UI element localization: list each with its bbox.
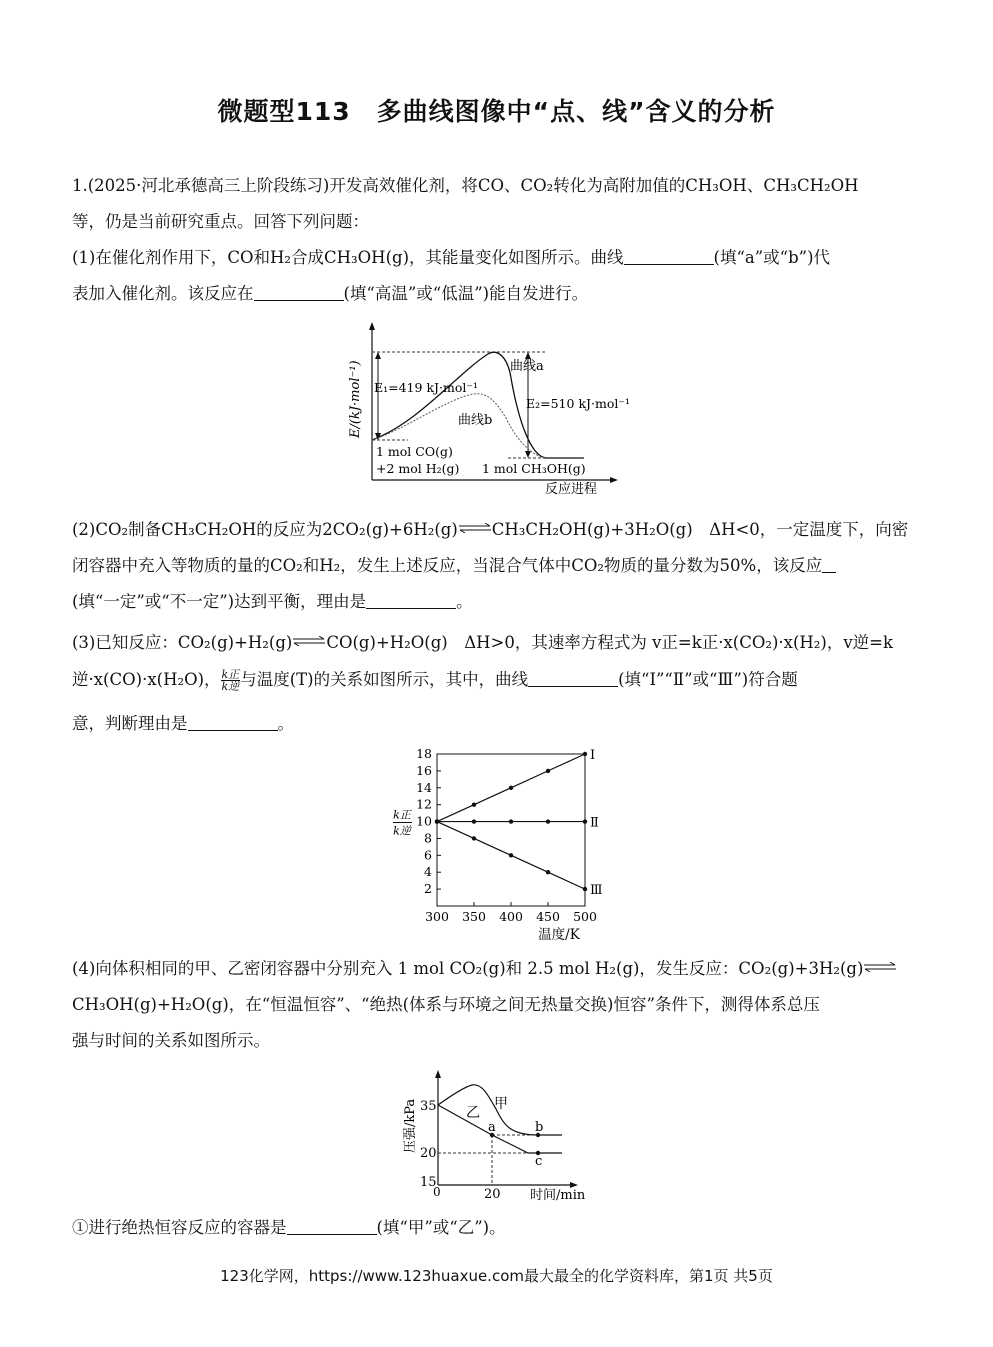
y-tick-label: 6 [424,847,432,863]
q1-part4-line1 [72,958,922,980]
text: 逆·x(CO)·x(H₂O)， [72,670,221,689]
data-point [472,819,476,823]
text: CO(g)+H₂O(g) ΔH>0，其速率方程式为 v正=k正·x(CO₂)·x(H₂)，v逆=k [326,633,894,652]
frac-numerator: k正 [221,668,240,681]
q1-part2-line3 [72,591,922,613]
text: (填“甲”或“乙”)。 [376,1218,506,1237]
frac-denominator: k逆 [221,680,240,693]
y-tick-label: 14 [416,779,432,795]
equilibrium-arrow-icon [863,962,897,972]
text: (填“Ⅰ”“Ⅱ”或“Ⅲ”)符合题 [618,670,798,689]
q1-line1: 1.(2025·河北承德高三上阶段练习)开发高效催化剂，将CO、CO₂转化为高附加值的CH₃OH、CH₃CH₂OH [72,176,859,195]
x-axis-label: 反应进程 [545,482,598,497]
q1-part2-line2 [72,555,922,577]
data-point [509,853,513,857]
reactant-label-1: 1 mol CO(g) [376,444,453,459]
curve-jia-label: 甲 [494,1096,508,1112]
q1-part4-sub1 [72,1217,922,1239]
y-tick-label: 2 [424,881,432,897]
answer-blank[interactable] [624,248,714,265]
text: 。 [277,714,294,733]
page-title: 微题型113 多曲线图像中“点、线”含义的分析 [217,97,776,126]
y-axis-label-denominator: k逆 [393,824,411,838]
text: 与温度(T)的关系如图所示，其中，曲线 [240,670,529,689]
text: 。 [456,592,473,611]
x-tick-label: 300 [425,909,449,924]
curve-b-label: 曲线b [458,413,493,428]
series-label-2: Ⅱ [590,815,599,831]
y-tick-label: 10 [416,813,432,829]
data-point [472,802,476,806]
text: (填“a”或“b”)代 [713,248,831,267]
data-point [583,887,587,891]
text: (2)CO₂制备CH₃CH₂OH的反应为2CO₂(g)+6H₂(g) [72,520,458,539]
q1-part4-line2: CH₃OH(g)+H₂O(g)，在“恒温恒容”、“绝热(体系与环境之间无热量交换)恒容”条件下，测得体系总压 [72,995,820,1014]
y-axis-label-numerator: k正 [393,808,411,822]
data-point [546,870,550,874]
answer-blank[interactable] [254,284,344,301]
x-tick-label: 350 [462,909,486,924]
page-footer: 123化学网，https://www.123huaxue.com最大最全的化学资料库，第1页 共5页 [220,1267,773,1285]
data-point [509,819,513,823]
x-tick-20: 20 [484,1187,501,1202]
q1-part1-line1 [72,247,922,269]
q1-part3-line1 [72,632,922,654]
y-tick-15: 15 [420,1175,437,1190]
equilibrium-arrow-icon [458,523,492,533]
text: 意，判断理由是 [72,714,188,733]
data-point [583,819,587,823]
answer-blank[interactable] [188,714,278,731]
e1-label: E₁=419 kJ·mol⁻¹ [374,380,478,395]
y-axis-label: 压强/kPa [403,1098,418,1153]
text: (3)已知反应：CO₂(g)+H₂(g) [72,633,293,652]
answer-blank[interactable] [528,670,618,687]
y-tick-35: 35 [420,1099,437,1114]
y-tick-label: 4 [424,864,432,880]
answer-blank[interactable] [822,556,836,573]
text: (填“高温”或“低温”)能自发进行。 [343,284,589,303]
data-point [509,786,513,790]
q1-part2-line1 [72,519,922,541]
data-point [435,819,439,823]
text: (填“一定”或“不一定”)达到平衡，理由是 [72,592,367,611]
q1-part3-line2 [72,669,922,692]
x-tick-label: 400 [499,909,523,924]
reactant-label-2: +2 mol H₂(g) [376,461,460,476]
e2-label: E₂=510 kJ·mol⁻¹ [526,396,630,411]
data-point [546,769,550,773]
x-axis-label: 时间/min [530,1188,586,1203]
pressure-time-diagram [392,1065,612,1205]
x-axis-label: 温度/K [538,927,580,943]
text: 闭容器中充入等物质的量的CO₂和H₂，发生上述反应，当混合气体中CO₂物质的量分数为50%，该反应 [72,556,823,575]
point-b-label: b [535,1120,544,1135]
series-label-1: Ⅰ [590,748,596,763]
energy-diagram [348,318,648,503]
y-tick-label: 16 [416,762,432,778]
series-label-3: Ⅲ [590,883,603,899]
answer-blank[interactable] [366,592,456,609]
x-tick-label: 450 [536,909,560,924]
answer-blank[interactable] [287,1218,377,1235]
equilibrium-arrow-icon [292,636,326,646]
q1-part3-line3 [72,713,922,735]
q1-line2: 等，仍是当前研究重点。回答下列问题： [72,212,369,231]
k-ratio-fraction [221,669,241,692]
product-label: 1 mol CH₃OH(g) [482,461,586,476]
curve-a-label: 曲线a [510,359,544,374]
x-tick-0: 0 [433,1185,441,1199]
y-tick-label: 8 [424,830,432,846]
y-tick-label: 18 [416,746,432,761]
data-point [583,752,587,756]
plot-frame [437,754,585,906]
data-point [472,836,476,840]
y-tick-20: 20 [420,1146,437,1161]
text: 表加入催化剂。该反应在 [72,284,254,303]
y-tick-label: 12 [416,796,432,812]
curve-yi-label: 乙 [466,1105,480,1121]
point-c-label: c [535,1154,543,1169]
x-tick-label: 500 [573,909,597,924]
k-ratio-temperature-chart [385,744,615,944]
q1-part1-line2 [72,283,922,305]
q1-part4-line3: 强与时间的关系如图所示。 [72,1031,270,1050]
y-axis-label: E/(kJ·mol⁻¹) [348,360,363,438]
data-point [546,819,550,823]
text: ①进行绝热恒容反应的容器是 [72,1218,287,1237]
point-a-label: a [488,1120,496,1135]
text: CH₃CH₂OH(g)+3H₂O(g) ΔH<0，一定温度下，向密 [491,520,909,539]
text: (1)在催化剂作用下，CO和H₂合成CH₃OH(g)，其能量变化如图所示。曲线 [72,248,624,267]
text: (4)向体积相同的甲、乙密闭容器中分别充入 1 mol CO₂(g)和 2.5 mol H₂(g)，发生反应：CO₂(g)+3H₂(g) [72,959,864,978]
